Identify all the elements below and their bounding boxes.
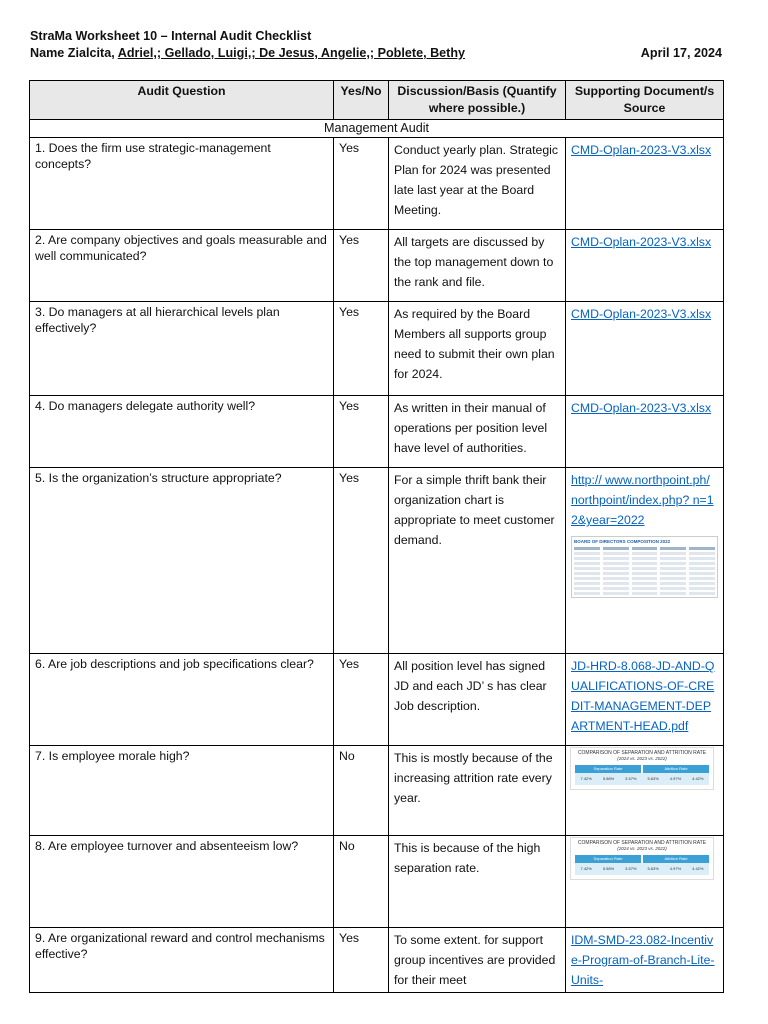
name-line xyxy=(30,45,722,62)
table-header-row xyxy=(30,81,724,120)
question-cell: 7. Is employee morale high? xyxy=(30,746,334,836)
table-row xyxy=(30,302,724,396)
source-cell xyxy=(566,928,724,993)
table-row xyxy=(30,468,724,654)
answer-cell: Yes xyxy=(334,928,389,993)
worksheet-title: StraMa Worksheet 10 – Internal Audit Checklist xyxy=(30,29,312,43)
table-row xyxy=(30,836,724,928)
discussion-cell: As required by the Board Members all supports group need to submit their own plan for 2024. xyxy=(389,302,566,396)
audit-checklist-table xyxy=(29,80,724,993)
board-composition-thumbnail xyxy=(571,536,718,598)
table-row xyxy=(30,230,724,302)
source-cell xyxy=(566,230,724,302)
table-row xyxy=(30,746,724,836)
question-cell: 9. Are organizational reward and control mechanisms effective? xyxy=(30,928,334,993)
source-link[interactable]: IDM-SMD-23.082-Incentive-Program-of-Branch-Lite-Units- xyxy=(571,933,715,987)
source-cell xyxy=(566,396,724,468)
header-supporting-docs: Supporting Document/s Source xyxy=(566,81,724,120)
question-cell: 3. Do managers at all hierarchical levels plan effectively? xyxy=(30,302,334,396)
discussion-cell: To some extent. for support group incentives are provided for their meet xyxy=(389,928,566,993)
answer-cell: Yes xyxy=(334,396,389,468)
source-cell xyxy=(566,746,724,836)
question-cell: 5. Is the organization’s structure appropriate? xyxy=(30,468,334,654)
discussion-cell: This is because of the high separation rate. xyxy=(389,836,566,928)
source-cell xyxy=(566,836,724,928)
question-cell: 8. Are employee turnover and absenteeism low? xyxy=(30,836,334,928)
question-cell: 4. Do managers delegate authority well? xyxy=(30,396,334,468)
answer-cell: No xyxy=(334,836,389,928)
source-link[interactable]: CMD-Oplan-2023-V3.xlsx xyxy=(571,307,712,321)
answer-cell: Yes xyxy=(334,302,389,396)
source-cell xyxy=(566,138,724,230)
source-link[interactable]: CMD-Oplan-2023-V3.xlsx xyxy=(571,143,712,157)
answer-cell: Yes xyxy=(334,468,389,654)
discussion-cell: This is mostly because of the increasing attrition rate every year. xyxy=(389,746,566,836)
name-list: Adriel,; Gellado, Luigi,; De Jesus, Angelie,; Poblete, Bethy xyxy=(117,46,466,60)
source-cell xyxy=(566,302,724,396)
section-title: Management Audit xyxy=(30,120,724,138)
table-row xyxy=(30,654,724,746)
answer-cell: Yes xyxy=(334,138,389,230)
source-link[interactable]: http:// www.northpoint.ph/ northpoint/index.php? n=12&year=2022 xyxy=(571,473,714,527)
discussion-cell: All targets are discussed by the top management down to the rank and file. xyxy=(389,230,566,302)
source-link[interactable]: JD-HRD-8.068-JD-AND-QUALIFICATIONS-OF-CREDIT-MANAGEMENT-DEPARTMENT-HEAD.pdf xyxy=(571,659,715,733)
header-yes-no: Yes/No xyxy=(334,81,389,120)
header-audit-question: Audit Question xyxy=(30,81,334,120)
table-row xyxy=(30,396,724,468)
question-cell: 2. Are company objectives and goals measurable and well communicated? xyxy=(30,230,334,302)
answer-cell: Yes xyxy=(334,230,389,302)
discussion-cell: Conduct yearly plan. Strategic Plan for 2024 was presented late last year at the Board Meeting. xyxy=(389,138,566,230)
question-cell: 6. Are job descriptions and job specifications clear? xyxy=(30,654,334,746)
attrition-rate-thumbnail: COMPARISON OF SEPARATION AND ATTRITION RATE (2024 vs. 2023 vs. 2022) Separation Rate Attrition Rate 7.42% 5.58% 3.57% 5.63% 4.97% 4.42% xyxy=(570,837,714,880)
question-cell: 1. Does the firm use strategic-management concepts? xyxy=(30,138,334,230)
thumbnail-title: BOARD OF DIRECTORS COMPOSITION 2022 xyxy=(574,539,671,544)
author-names xyxy=(30,45,465,62)
source-link[interactable]: CMD-Oplan-2023-V3.xlsx xyxy=(571,401,712,415)
answer-cell: No xyxy=(334,746,389,836)
document-header xyxy=(30,28,722,62)
name-prefix: Name Zialcita, xyxy=(30,46,118,60)
section-row xyxy=(30,120,724,138)
table-row xyxy=(30,928,724,993)
source-link[interactable]: CMD-Oplan-2023-V3.xlsx xyxy=(571,235,712,249)
header-discussion: Discussion/Basis (Quantify where possible.) xyxy=(389,81,566,120)
attrition-rate-thumbnail: COMPARISON OF SEPARATION AND ATTRITION RATE (2024 vs. 2023 vs. 2022) Separation Rate Attrition Rate 7.42% 5.58% 3.57% 5.63% 4.97% 4.42% xyxy=(570,747,714,790)
discussion-cell: For a simple thrift bank their organization chart is appropriate to meet customer demand. xyxy=(389,468,566,654)
table-row xyxy=(30,138,724,230)
discussion-cell: As written in their manual of operations per position level have level of authorities. xyxy=(389,396,566,468)
source-cell xyxy=(566,654,724,746)
discussion-cell: All position level has signed JD and each JD’ s has clear Job description. xyxy=(389,654,566,746)
document-date: April 17, 2024 xyxy=(640,46,722,60)
source-cell xyxy=(566,468,724,654)
answer-cell: Yes xyxy=(334,654,389,746)
